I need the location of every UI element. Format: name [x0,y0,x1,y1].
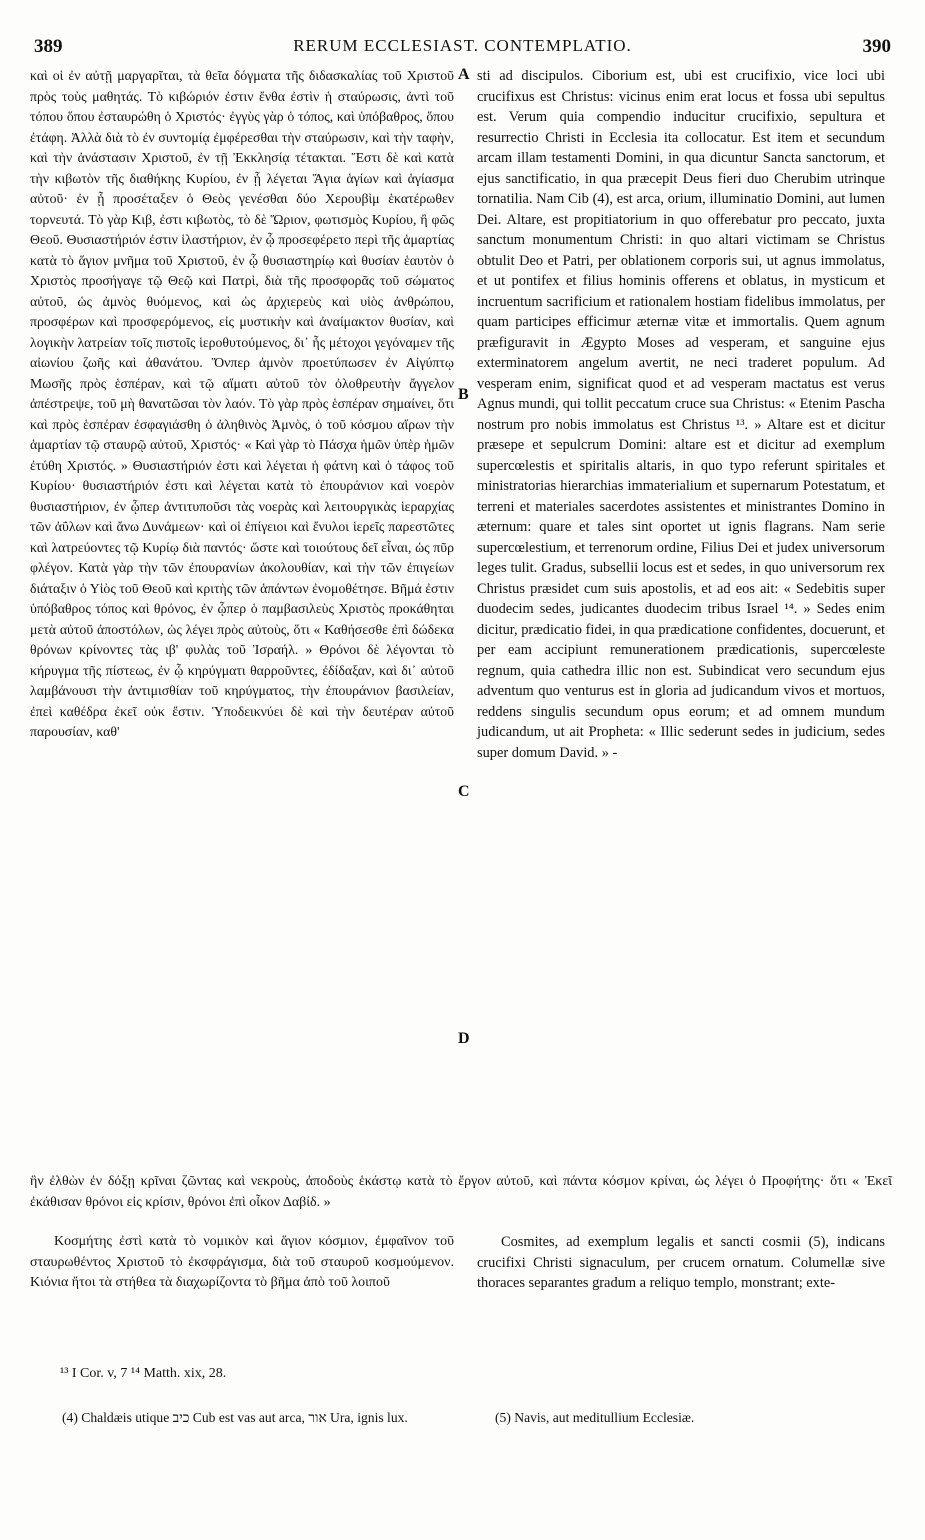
margin-marker-d: D [458,1030,470,1047]
greek-text-1: καὶ οἱ ἐν αὐτῇ μαργαρῖται, τὰ θεῖα δόγματα τῆς διδασκαλίας τοῦ Χριστοῦ πρὸς τοὺς μαθητάς. Τὸ κιβώριόν ἐστιν ἔνθα ἐστὶν ἡ σταύρωσις, ἀντὶ τοῦ τόπου ὅπου ἐσταυρώθη ὁ Χριστός· ἐγγὺς γὰρ ὁ τόπος, καὶ ὑπόβαθρος, ὅπου ἐτάφη. Ἀλλὰ διὰ τὸ ἐν συντομίᾳ ἐμφέρεσθαι τὴν σταύρωσιν, καὶ τὴν ταφὴν, καὶ τὴν ἀνάστασιν Χριστοῦ, ἐν τῇ Ἐκκλησίᾳ τέτακται. Ἔστι δὲ καὶ κατὰ τὴν κιβωτὸν τῆς διαθήκης Κυρίου, ἐν ᾗ λέγεται Ἅγια ἁγίων καὶ ἁγίασμα αὐτοῦ· ἐν ᾗ προσέταξεν ὁ Θεὸς γενέσθαι δύο Χερουβὶμ ἑκατέρωθεν τορνευτά. Τὸ γὰρ Κιβ, ἐστι κιβωτὸς, τὸ δὲ Ὥριον, φωτισμὸς Κυρίου, ἢ φῶς Θεοῦ. Θυσιαστήριόν ἐστιν ἱλαστήριον, ἐν ᾧ προσεφέρετο περὶ τῆς ἁμαρτίας κατὰ τὸ ἅγιον μνῆμα τοῦ Χριστοῦ, ἐν ᾧ θυσιαστηρίῳ καὶ θυσίαν ἑαυτὸν ὁ Χριστὸς προσήγαγε τῷ Θεῷ καὶ Πατρὶ, διὰ τῆς προσφορᾶς τοῦ σώματος αὐτοῦ, ὡς ἀμνὸς θυόμενος, καὶ ὡς ἀρχιερεὺς καὶ υἱὸς ἀνθρώπου, προσφέρων καὶ προσφερόμενος, εἰς μυστικὴν καὶ ἀναίμακτον θυσίαν, καὶ λογικὴν λατρείαν τοῖς πιστοῖς ἱεροθυτούμενος, δι᾽ ἧς μέτοχοι γεγόναμεν τῆς αἰωνίου ζωῆς καὶ ἀθανάτου. Ὅνπερ ἀμνὸν προετύπωσεν ἐν Αἰγύπτῳ Μωσῆς πρὸς ἑσπέραν, καὶ τῷ αἵματι αὐτοῦ τὸν ὀλοθρευτὴν ἄγγελον ἀπέστρεψε, τοῦ μὴ θανατῶσαι τὸν λαόν. Τὸ γὰρ πρὸς ἑσπέραν σημαίνει, ὅτι καὶ πρὸς ἑσπέραν ἐσφαγιάσθη ὁ ἀληθινὸς Ἀμνὸς, ὁ τοῦ κόσμου αἴρων τὴν ἁμαρτίαν τῷ σταυρῷ αὐτοῦ, Χριστός· « Καὶ γὰρ τὸ Πάσχα ἡμῶν ὑπὲρ ἡμῶν ἐτύθη Χριστός. » Θυσιαστήριόν ἐστι καὶ λέγεται ἡ φάτνη καὶ ὁ τάφος τοῦ Κυρίου· θυσιαστήριόν ἐστι καὶ λέγεται κατὰ τὸ ἐπουράνιον καὶ νοερὸν θυσιαστήριον, ἐν ᾧπερ ἀντιτυποῦσι τὰς νοερὰς καὶ λειτουργικὰς ἱεραρχίας τῶν ἀΰλων καὶ ἄνω Δυνάμεων· καὶ οἱ ἐπίγειοι καὶ ἔνυλοι ἱερεῖς παρεστῶτες καὶ λατρεύοντες τῷ Κυρίῳ διὰ παντός· ὥστε καὶ τοιούτους δεῖ εἶναι, ὡς πῦρ φλέγον. Κατὰ γὰρ τὴν τῶν ἐπουρανίων ἀκολουθίαν, καὶ τὴν τῶν ἐπιγείων διάταξιν ὁ Υἱὸς τοῦ Θεοῦ καὶ κριτὴς τῶν ἁπάντων ἐνομοθέτησε. Βῆμά ἐστιν ὑπόβαθρος τόπος καὶ θρόνος, ἐν ᾧπερ ὁ παμβασιλεὺς Χριστὸς προκάθηται μετὰ αὐτοῦ ἀποστόλων, ὡς λέγει πρὸς αὐτοὺς, ὅτι « Καθήσεσθε ἐπὶ δώδεκα θρόνων κρίνοντες τὰς ιβ' φυλὰς τοῦ Ἰσραήλ. » Θρόνοι δὲ λέγονται τὸ κήρυγμα τῆς πίστεως, ἐν ᾧ κηρύγματι θαρροῦντες, ἐδίδαξαν, καὶ δι᾽ αὐτοῦ λαμβάνουσι τὴν ἀντιμισθίαν τοῦ κηρύγματος, τὴν ἐπουράνιον βασιλείαν, ἐπεὶ καθέδρα ἐκεῖ οὐκ ἔστιν. Ὑποδεικνύει δὲ καὶ τὴν δευτέραν αὐτοῦ παρουσίαν, καθ' [30,68,454,739]
page-number-right: 390 [862,36,891,57]
page-header [30,36,895,60]
latin-text-2: Cosmites, ad exemplum legalis et sancti cosmii (5), indicans crucifixi Christi signaculum, per crucem ornatum. Columellæ sive thoraces separantes gradum a reliquo templo, monstrant; exte- [477,1234,885,1292]
latin-column-2 [477,1218,885,1308]
footnote-5: (5) Navis, aut meditullium Ecclesiæ. [495,1410,695,1425]
latin-text-1: sti ad discipulos. Ciborium est, ubi est crucifixio, vice loci ubi crucifixus est Christus: vicinus enim erat locus et fossa ubi sepultus est. Verum quia compendio inducitur crucifixio, sepultura et resurrectio Christi in Ecclesia ita collocatur. Est item et secundum arcam illam testamenti Domini, in qua dicuntur Sancta sanctorum, et ejus sanctificatio, in qua præcepit Deus fieri duo Cherubim utrinque tornatilia. Nam Cib (4), est arca, orium, illuminatio Domini, aut lumen Dei. Altare, est propitiatorium in quo offerebatur pro peccato, juxta sanctum monumentum Christi: in quo altari victimam se Christus obtulit Deo et Patri, per oblationem corporis sui, ut agnus immolatus, et ut pontifex et filius hominis offerens et oblatus, in mysticum et incruentum sacrificium et rationalem hostiam fidelibus immolatus, per quam participes efficimur æternæ vitæ et immortalis. Quem agnum præfiguravit in Ægypto Moses ad vesperam, et sanguine ejus exterminatorem angelum avertit, ne neci traderet populum. Ad vesperam enim, significat quod et ad vesperam mactatus est verus Agnus mundi, qui tollit peccatum cruce sua Christus: « Etenim Pascha nostrum pro nobis immolatus est Christus ¹³. » Altare est et dicitur præsepe et sepulcrum Domini: altare est et dicitur ad exemplum supercœlestis et spiritalis altaris, in quo typo referunt spiritales et ministratorias hierarchias immaterialium et supernarum Potestatum, et terreni et materiales sacerdotes assistentes et ministrantes Domino in æternum: quare et tales sint oportet ut ignis flagrans. Nam serie supercœlestium, et terrenorum ordine, Filius Dei et judex universorum leges tulit. Gradus, subsellii locus est et sedes, in quo universorum rex Christus præsidet cum suis apostolis, et ad eos ait: « Sedebitis super duodecim sedes, judicantes duodecim tribus Israel ¹⁴. » Sedes enim dicitur, prædicatio fidei, in qua prædicatione confidentes, docuerunt, et per eam accipiunt remunerationem prædicationis, supercœleste regnum, quia cathedra illic non est. Subindicat vero secundum ejus adventum quo venturus est in gloria ad judicandum vivos et mortuos, reddens singulis secundum opus eorum; et ad omnem mundum judicandum, ut ait Propheta: « Illic sederunt sedes in judicium, sedes super domum David. » - [477,68,885,761]
greek-fullwidth-continuation [30,1158,892,1227]
page-number-left: 389 [34,36,63,57]
greek-column-2 [30,1218,454,1308]
running-title: RERUM ECCLESIAST. CONTEMPLATIO. [293,36,632,55]
greek-text-2: Κοσμήτης ἐστὶ κατὰ τὸ νομικὸν καὶ ἅγιον κόσμιον, ἐμφαῖνον τοῦ σταυρωθέντος Χριστοῦ τὸ ἐκσφράγισμα, διὰ τοῦ σταυροῦ κοσμούμενον. Κιόνια ἤτοι τὰ στήθεα τὰ διαχωρίζοντα τὸ βῆμα ἀπὸ τοῦ λοιποῦ [30,1234,454,1290]
greek-fullwidth-text: ἣν ἐλθὼν ἐν δόξῃ κρῖναι ζῶντας καὶ νεκροὺς, ἀποδοὺς ἑκάστῳ κατὰ τὸ ἔργον αὐτοῦ, καὶ πάντα κόσμον κρίναι, ὡς λέγει ὁ Προφήτης· ὅτι « Ἐκεῖ ἐκάθισαν θρόνοι εἰς κρίσιν, θρόνοι ἐπὶ οἶκον Δαβίδ. » [30,1174,892,1210]
footnote-4: (4) Chaldæis utique כיב Cub est vas aut arca, אור Ura, ignis lux. [62,1410,408,1425]
greek-column-1 [30,66,454,743]
scripture-references: ¹³ I Cor. v, 7 ¹⁴ Matth. xix, 28. [60,1366,227,1381]
margin-marker-a: A [458,66,470,83]
margin-marker-b: B [458,386,469,403]
latin-column-1 [477,66,885,763]
margin-marker-c: C [458,783,470,800]
